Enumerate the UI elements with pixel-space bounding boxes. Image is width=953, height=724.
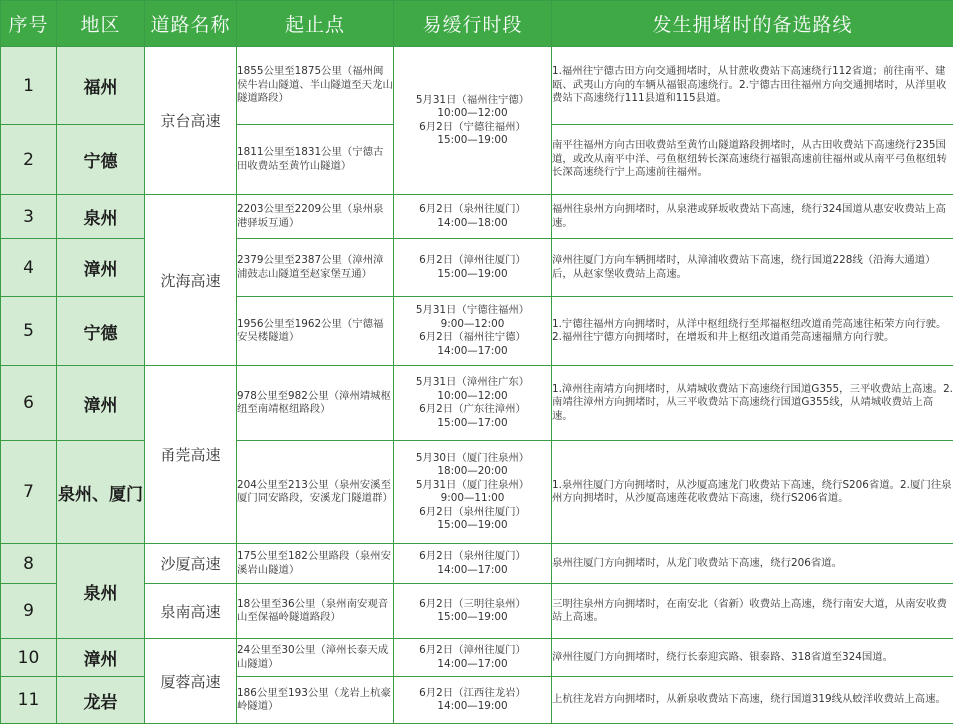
time-line: 18:00—20:00 bbox=[394, 465, 551, 479]
road-cell: 沙厦高速 bbox=[145, 544, 237, 584]
road-cell: 京台高速 bbox=[145, 47, 237, 195]
time-line: 15:00—19:00 bbox=[394, 268, 551, 282]
time-cell bbox=[394, 544, 552, 584]
time-line: 10:00—12:00 bbox=[394, 390, 551, 404]
route-cell: 福州往泉州方向拥堵时，从泉港或驿坂收费站下高速，绕行324国道从惠安收费站上高速。 bbox=[552, 195, 953, 239]
header-time: 易缓行时段 bbox=[394, 1, 552, 47]
segment-cell: 204公里至213公里（泉州安溪至厦门同安路段，安溪龙门隧道群） bbox=[237, 441, 394, 544]
header-road: 道路名称 bbox=[145, 1, 237, 47]
time-cell bbox=[394, 584, 552, 639]
header-route: 发生拥堵时的备选路线 bbox=[552, 1, 953, 47]
table-row bbox=[1, 639, 953, 677]
time-line: 14:00—19:00 bbox=[394, 700, 551, 714]
region-cell: 漳州 bbox=[57, 366, 145, 441]
time-line: 5月31日（漳州往广东） bbox=[394, 376, 551, 390]
time-line: 6月2日（泉州往厦门） bbox=[394, 203, 551, 217]
table-header bbox=[1, 1, 953, 47]
time-cell bbox=[394, 677, 552, 724]
row-number: 3 bbox=[1, 195, 57, 239]
time-cell bbox=[394, 239, 552, 297]
row-number: 6 bbox=[1, 366, 57, 441]
route-cell: 1.泉州往厦门方向拥堵时，从沙厦高速龙门收费站下高速，绕行S206省道。2.厦门往泉州方向拥堵时，从沙厦高速莲花收费站下高速，绕行S206省道。 bbox=[552, 441, 953, 544]
time-line: 15:00—19:00 bbox=[394, 519, 551, 533]
route-cell: 1.宁德往福州方向拥堵时，从洋中枢纽绕行至邦福枢纽改道甬莞高速往柘荣方向行驶。2.福州往宁德方向拥堵时，在增坂和井上枢纽改道甬莞高速福鼎方向行驶。 bbox=[552, 297, 953, 366]
route-cell: 南平往福州方向古田收费站至黄竹山隧道路段拥堵时，从古田收费站下高速绕行235国道，或改从南平中洋、弓鱼枢纽转长深高速绕行福银高速前往福州或从南平弓鱼枢纽转长深高速绕行宁上高速前往福州。 bbox=[552, 125, 953, 195]
time-line: 9:00—12:00 bbox=[394, 318, 551, 332]
table-row bbox=[1, 297, 953, 366]
table-row bbox=[1, 366, 953, 441]
time-line: 10:00—12:00 bbox=[394, 107, 551, 121]
region-cell: 漳州 bbox=[57, 639, 145, 677]
segment-cell: 1811公里至1831公里（宁德古田收费站至黄竹山隧道） bbox=[237, 125, 394, 195]
table-row bbox=[1, 47, 953, 125]
route-cell: 1.福州往宁德古田方向交通拥堵时，从甘蔗收费站下高速绕行112省道；前往南平、建瓯、武夷山方向的车辆从福银高速绕行。2.宁德古田往福州方向交通拥堵时，从洋里收费站下高速绕行111县道和115县道。 bbox=[552, 47, 953, 125]
route-cell: 1.漳州往南靖方向拥堵时，从靖城收费站下高速绕行国道G355，三平收费站上高速。2.南靖往漳州方向拥堵时，从三平收费站下高速绕行国道G355线，从靖城收费站上高速。 bbox=[552, 366, 953, 441]
row-number: 5 bbox=[1, 297, 57, 366]
segment-cell: 1956公里至1962公里（宁德福安吴楼隧道） bbox=[237, 297, 394, 366]
time-line: 6月2日（漳州往厦门） bbox=[394, 644, 551, 658]
time-cell bbox=[394, 441, 552, 544]
road-cell: 厦蓉高速 bbox=[145, 639, 237, 724]
table-row bbox=[1, 239, 953, 297]
time-line: 6月2日（福州往宁德） bbox=[394, 331, 551, 345]
time-line: 14:00—17:00 bbox=[394, 658, 551, 672]
region-cell: 福州 bbox=[57, 47, 145, 125]
road-cell: 甬莞高速 bbox=[145, 366, 237, 544]
region-cell: 宁德 bbox=[57, 125, 145, 195]
segment-cell: 2203公里至2209公里（泉州泉港驿坂互通） bbox=[237, 195, 394, 239]
segment-cell: 18公里至36公里（泉州南安观音山至保福岭隧道路段） bbox=[237, 584, 394, 639]
segment-cell: 978公里至982公里（漳州靖城枢纽至南靖枢纽路段） bbox=[237, 366, 394, 441]
region-cell: 漳州 bbox=[57, 239, 145, 297]
row-number: 11 bbox=[1, 677, 57, 724]
time-line: 15:00—19:00 bbox=[394, 611, 551, 625]
header-region: 地区 bbox=[57, 1, 145, 47]
segment-cell: 24公里至30公里（漳州长泰天成山隧道） bbox=[237, 639, 394, 677]
header-no: 序号 bbox=[1, 1, 57, 47]
row-number: 8 bbox=[1, 544, 57, 584]
time-line: 15:00—19:00 bbox=[394, 134, 551, 148]
segment-cell: 1855公里至1875公里（福州闽侯牛岩山隧道、半山隧道至天龙山隧道路段） bbox=[237, 47, 394, 125]
row-number: 4 bbox=[1, 239, 57, 297]
time-line: 5月31日（宁德往福州） bbox=[394, 304, 551, 318]
time-line: 9:00—11:00 bbox=[394, 492, 551, 506]
row-number: 9 bbox=[1, 584, 57, 639]
time-cell bbox=[394, 297, 552, 366]
table-row bbox=[1, 677, 953, 724]
road-cell: 泉南高速 bbox=[145, 584, 237, 639]
time-cell bbox=[394, 47, 552, 195]
row-number: 7 bbox=[1, 441, 57, 544]
route-cell: 上杭往龙岩方向拥堵时，从新泉收费站下高速，绕行国道319线从蛟洋收费站上高速。 bbox=[552, 677, 953, 724]
region-cell: 宁德 bbox=[57, 297, 145, 366]
time-line: 6月2日（漳州往厦门） bbox=[394, 254, 551, 268]
segment-cell: 2379公里至2387公里（漳州漳浦鼓志山隧道至赵家堡互通） bbox=[237, 239, 394, 297]
table-row bbox=[1, 441, 953, 544]
region-cell: 泉州、厦门 bbox=[57, 441, 145, 544]
segment-cell: 175公里至182公里路段（泉州安溪岩山隧道） bbox=[237, 544, 394, 584]
table-row bbox=[1, 544, 953, 584]
route-cell: 泉州往厦门方向拥堵时，从龙门收费站下高速，绕行206省道。 bbox=[552, 544, 953, 584]
time-line: 6月2日（泉州往厦门） bbox=[394, 506, 551, 520]
time-line: 6月2日（宁德往福州） bbox=[394, 121, 551, 135]
row-number: 1 bbox=[1, 47, 57, 125]
time-line: 14:00—17:00 bbox=[394, 564, 551, 578]
road-cell: 沈海高速 bbox=[145, 195, 237, 366]
time-line: 6月2日（泉州往厦门） bbox=[394, 550, 551, 564]
row-number: 10 bbox=[1, 639, 57, 677]
region-cell: 泉州 bbox=[57, 195, 145, 239]
time-cell bbox=[394, 639, 552, 677]
region-cell: 龙岩 bbox=[57, 677, 145, 724]
time-line: 5月30日（厦门往泉州） bbox=[394, 452, 551, 466]
segment-cell: 186公里至193公里（龙岩上杭豪岭隧道） bbox=[237, 677, 394, 724]
time-line: 14:00—18:00 bbox=[394, 217, 551, 231]
route-cell: 漳州往厦门方向拥堵时，绕行长泰迎宾路、银泰路、318省道至324国道。 bbox=[552, 639, 953, 677]
time-line: 14:00—17:00 bbox=[394, 345, 551, 359]
time-line: 6月2日（江西往龙岩） bbox=[394, 687, 551, 701]
header-segment: 起止点 bbox=[237, 1, 394, 47]
time-line: 6月2日（广东往漳州） bbox=[394, 403, 551, 417]
time-cell bbox=[394, 195, 552, 239]
table-row bbox=[1, 195, 953, 239]
time-line: 6月2日（三明往泉州） bbox=[394, 598, 551, 612]
time-line: 15:00—17:00 bbox=[394, 417, 551, 431]
time-cell bbox=[394, 366, 552, 441]
region-cell: 泉州 bbox=[57, 544, 145, 639]
route-cell: 三明往泉州方向拥堵时，在南安北（省新）收费站上高速，绕行南安大道，从南安收费站上高速。 bbox=[552, 584, 953, 639]
route-cell: 漳州往厦门方向车辆拥堵时，从漳浦收费站下高速，绕行国道228线（沿海大通道）后，从赵家堡收费站上高速。 bbox=[552, 239, 953, 297]
time-line: 5月31日（厦门往泉州） bbox=[394, 479, 551, 493]
time-line: 5月31日（福州往宁德） bbox=[394, 94, 551, 108]
row-number: 2 bbox=[1, 125, 57, 195]
